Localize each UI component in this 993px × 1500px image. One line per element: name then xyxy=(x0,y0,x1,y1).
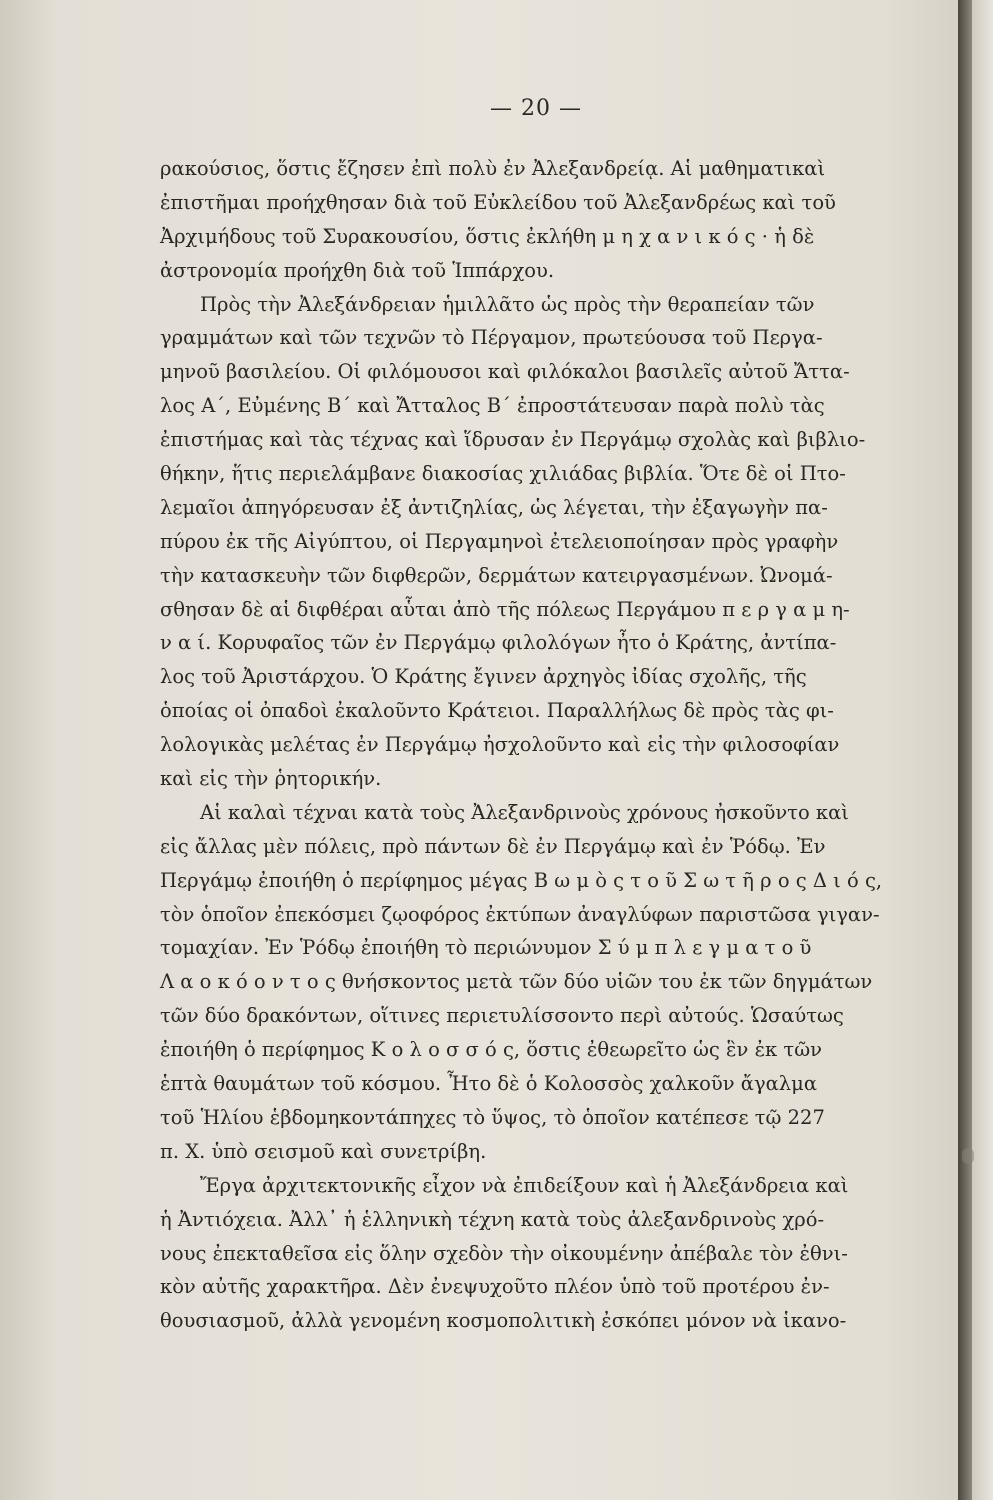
text-line: λος τοῦ Ἀριστάρχου. Ὁ Κράτης ἔγινεν ἀρχηγὸς ἰδίας σχολῆς, τῆς xyxy=(160,665,807,689)
text-line: λολογικὰς μελέτας ἐν Περγάμῳ ἠσχολοῦντο καὶ εἰς τὴν φιλοσοφίαν xyxy=(160,733,840,757)
text-line: λεμαῖοι ἀπηγόρευσαν ἐξ ἀντιζηλίας, ὡς λέγεται, τὴν ἐξαγωγὴν πα- xyxy=(160,495,828,519)
text-line: π. Χ. ὑπὸ σεισμοῦ καὶ συνετρίβη. xyxy=(160,1139,487,1163)
text-line: θουσιασμοῦ, ἀλλὰ γενομένη κοσμοπολιτικὴ ἐσκόπει μόνον νὰ ἱκανο- xyxy=(160,1309,847,1333)
paragraph-start-line: Ἔργα ἀρχιτεκτονικῆς εἶχον νὰ ἐπιδείξουν καὶ ἡ Ἀλεξάνδρεια καὶ xyxy=(200,1173,849,1197)
text-line: νους ἐπεκταθεῖσα εἰς ὅλην σχεδὸν τὴν οἰκουμένην ἀπέβαλε τὸν ἐθνι- xyxy=(160,1241,848,1265)
page-number: — 20 — xyxy=(490,96,582,121)
text-line: τὴν κατασκευὴν τῶν διφθερῶν, δερμάτων κατειργασμένων. Ὠνομά- xyxy=(160,563,833,587)
text-line: ν α ί. Κορυφαῖος τῶν ἐν Περγάμῳ φιλολόγων ἦτο ὁ Κράτης, ἀντίπα- xyxy=(160,631,837,655)
text-line: θήκην, ἥτις περιελάμβανε διακοσίας χιλιάδας βιβλία. Ὅτε δὲ οἱ Πτο- xyxy=(160,462,846,486)
next-page-edge xyxy=(972,0,993,1500)
text-line: τὸν ὁποῖον ἐπεκόσμει ζῳοφόρος ἐκτύπων ἀναγλύφων παριστῶσα γιγαν- xyxy=(160,902,880,926)
text-line: ἐπιστῆμαι προήχθησαν διὰ τοῦ Εὐκλείδου τοῦ Ἀλεξανδρέως καὶ τοῦ xyxy=(160,190,836,214)
text-line: ρακούσιος, ὅστις ἔζησεν ἐπὶ πολὺ ἐν Ἀλεξανδρείᾳ. Αἱ μαθηματικαὶ xyxy=(160,157,826,180)
text-line: τομαχίαν. Ἐν Ῥόδῳ ἐποιήθη τὸ περιώνυμον Σ ύ μ π λ ε γ μ α τ ο ῦ xyxy=(160,936,812,960)
text-line: Ἀρχιμήδους τοῦ Συρακουσίου, ὅστις ἐκλήθη μ η χ α ν ι κ ό ς · ἡ δὲ xyxy=(160,224,815,248)
text-line: μηνοῦ βασιλείου. Οἱ φιλόμουσοι καὶ φιλόκαλοι βασιλεῖς αὐτοῦ Ἄττα- xyxy=(160,360,850,384)
text-line: καὶ εἰς τὴν ῥητορικήν. xyxy=(160,767,382,791)
text-line: Λ α ο κ ό ο ν τ ο ς θνήσκοντος μετὰ τῶν δύο υἱῶν του ἐκ τῶν δηγμάτων xyxy=(160,970,873,994)
paragraph-start-line: Αἱ καλαὶ τέχναι κατὰ τοὺς Ἀλεξανδρινοὺς χρόνους ἠσκοῦντο καὶ xyxy=(200,800,849,824)
text-line: τοῦ Ἡλίου ἑβδομηκοντάπηχες τὸ ὕψος, τὸ ὁποῖον κατέπεσε τῷ 227 xyxy=(160,1105,825,1129)
text-line: εἰς ἄλλας μὲν πόλεις, πρὸ πάντων δὲ ἐν Περγάμῳ καὶ ἐν Ῥόδῳ. Ἐν xyxy=(160,834,826,858)
body-text xyxy=(160,152,910,1338)
text-line: τῶν δύο δρακόντων, οἵτινες περιετυλίσσοντο περὶ αὐτούς. Ὡσαύτως xyxy=(160,1004,844,1028)
text-line: ἡ Ἀντιόχεια. Ἀλλ᾽ ἡ ἑλληνικὴ τέχνη κατὰ τοὺς ἀλεξανδρινοὺς χρό- xyxy=(160,1207,825,1231)
text-line: κὸν αὐτῆς χαρακτῆρα. Δὲν ἐνεψυχοῦτο πλέον ὑπὸ τοῦ προτέρου ἐν- xyxy=(160,1275,830,1299)
text-line: λος Α΄, Εὐμένης Β΄ καὶ Ἄτταλος Β΄ ἐπροστάτευσαν παρὰ πολὺ τὰς xyxy=(160,394,825,418)
page-stain xyxy=(962,1148,974,1164)
text-line: γραμμάτων καὶ τῶν τεχνῶν τὸ Πέργαμον, πρωτεύουσα τοῦ Περγα- xyxy=(160,326,823,350)
text-line: Περγάμῳ ἐποιήθη ὁ περίφημος μέγας Β ω μ ὸ ς τ ο ῦ Σ ω τ ῆ ρ ο ς Δ ι ό ς, xyxy=(160,868,883,892)
text-line: ἀστρονομία προήχθη διὰ τοῦ Ἱππάρχου. xyxy=(160,258,555,282)
text-line: ὁποίας οἱ ὀπαδοὶ ἐκαλοῦντο Κράτειοι. Παραλλήλως δὲ πρὸς τὰς φι- xyxy=(160,699,834,723)
text-line: ἑπτὰ θαυμάτων τοῦ κόσμου. Ἦτο δὲ ὁ Κολοσσὸς χαλκοῦν ἄγαλμα xyxy=(160,1072,817,1096)
text-line: πύρου ἐκ τῆς Αἰγύπτου, οἱ Περγαμηνοὶ ἐτελειοποίησαν πρὸς γραφὴν xyxy=(160,529,839,553)
text-line: ἐποιήθη ὁ περίφημος Κ ο λ ο σ σ ό ς, ὅστις ἐθεωρεῖτο ὡς ἓν ἐκ τῶν xyxy=(160,1038,822,1062)
paragraph-start-line: Πρὸς τὴν Ἀλεξάνδρειαν ἡμιλλᾶτο ὡς πρὸς τὴν θεραπείαν τῶν xyxy=(200,292,815,316)
page-gutter-shadow xyxy=(958,0,972,1500)
text-line: ἐπιστήμας καὶ τὰς τέχνας καὶ ἵδρυσαν ἐν Περγάμῳ σχολὰς καὶ βιβλιο- xyxy=(160,428,866,452)
text-line: σθησαν δὲ αἱ διφθέραι αὗται ἀπὸ τῆς πόλεως Περγάμου π ε ρ γ α μ η- xyxy=(160,597,850,621)
